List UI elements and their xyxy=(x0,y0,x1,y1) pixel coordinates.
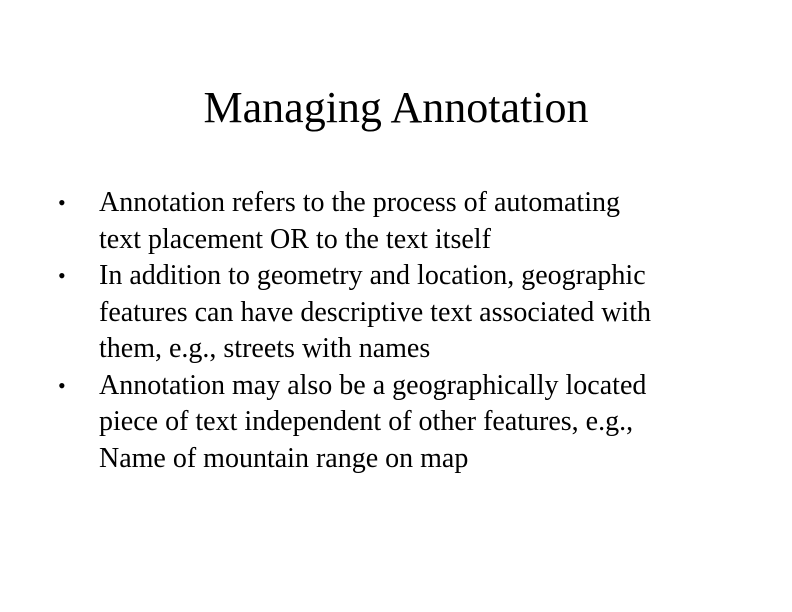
bullet-icon: • xyxy=(58,263,66,288)
slide-title: Managing Annotation xyxy=(203,83,589,132)
bullet-item xyxy=(58,368,758,478)
bullet-item xyxy=(58,258,758,368)
bullet-line: Name of mountain range on map xyxy=(99,442,469,474)
bullet-item xyxy=(58,185,758,258)
bullet-line: In addition to geometry and location, geographic xyxy=(99,260,646,291)
bullet-line: text placement OR to the text itself xyxy=(99,223,491,255)
bullet-line: Annotation may also be a geographically located xyxy=(99,369,647,401)
bullet-list xyxy=(58,185,758,477)
bullet-line: Annotation refers to the process of automating xyxy=(99,187,620,218)
bullet-icon: • xyxy=(58,190,66,215)
bullet-line: features can have descriptive text associated with xyxy=(99,296,651,328)
bullet-icon: • xyxy=(58,372,66,398)
bullet-line: piece of text independent of other features, e.g., xyxy=(99,406,634,437)
bullet-line: them, e.g., streets with names xyxy=(99,333,431,364)
